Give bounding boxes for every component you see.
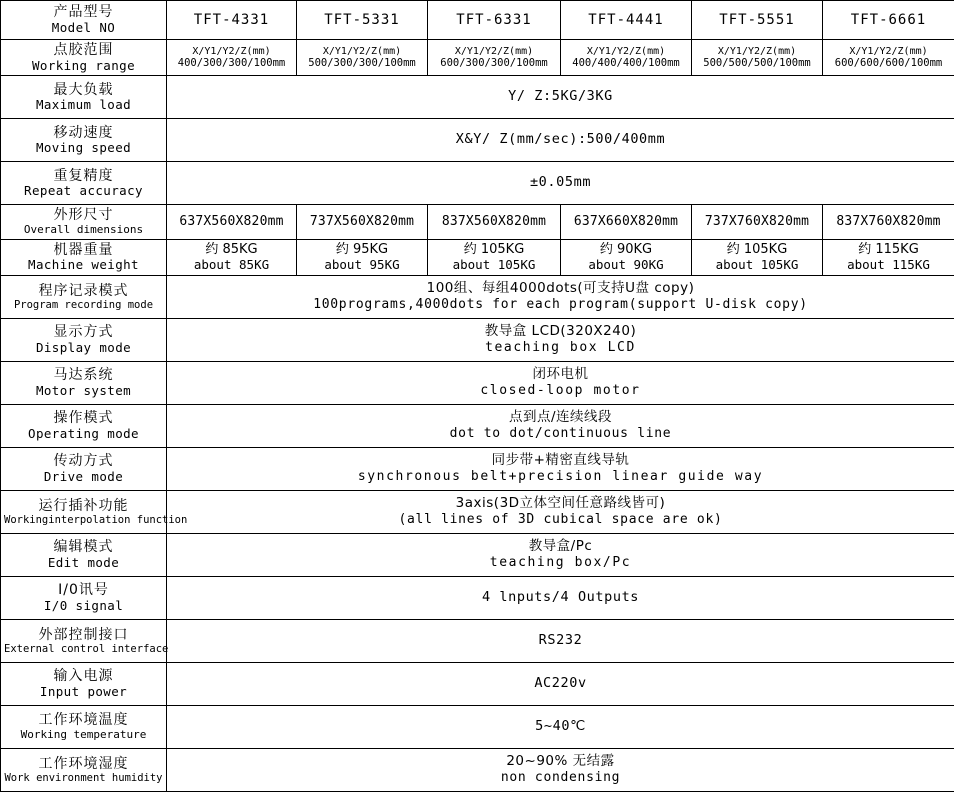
row-label-moving-speed — [1, 119, 167, 162]
operating-mode-value — [167, 405, 954, 448]
row-label-drive-mode — [1, 448, 167, 491]
table-body — [1, 1, 954, 792]
edit-mode-value — [167, 534, 954, 577]
table-row-io-signal — [1, 577, 954, 620]
row-label-en: I/0 signal — [4, 599, 163, 614]
row-label-en: Display mode — [4, 341, 163, 356]
row-label-io-signal — [1, 577, 167, 620]
range-values: 500/500/500/100mm — [695, 57, 819, 69]
table-row-interpolation-function — [1, 491, 954, 534]
value-cn: 闭环电机 — [170, 367, 951, 383]
row-label-cn: 显示方式 — [4, 324, 163, 341]
row-label-cn: 马达系统 — [4, 367, 163, 384]
table-row-maximum-load — [1, 76, 954, 119]
motor-system-value — [167, 362, 954, 405]
model-cell-3: TFT-6331 — [428, 1, 561, 40]
weight-cn: 约 115KG — [826, 242, 951, 257]
row-label-overall-dimensions — [1, 205, 167, 239]
row-label-cn: 编辑模式 — [4, 539, 163, 556]
working-range-cell-1 — [167, 40, 297, 76]
weight-cell-4 — [561, 239, 692, 275]
weight-cell-1 — [167, 239, 297, 275]
model-cell-4: TFT-4441 — [561, 1, 692, 40]
row-label-cn: 工作环境温度 — [4, 712, 163, 729]
row-label-en: Edit mode — [4, 556, 163, 571]
working-range-cell-6 — [823, 40, 954, 76]
row-label-maximum-load — [1, 76, 167, 119]
weight-cell-3 — [428, 239, 561, 275]
row-label-en: Moving speed — [4, 141, 163, 156]
weight-en: about 105KG — [431, 258, 557, 273]
table-row-drive-mode — [1, 448, 954, 491]
weight-en: about 115KG — [826, 258, 951, 273]
row-label-cn: 产品型号 — [4, 4, 163, 21]
row-label-cn: 外部控制接口 — [4, 627, 163, 644]
table-row-moving-speed — [1, 119, 954, 162]
table-row-working-range — [1, 40, 954, 76]
range-values: 400/400/400/100mm — [564, 57, 688, 69]
drive-mode-value — [167, 448, 954, 491]
row-label-cn: 程序记录模式 — [4, 283, 163, 300]
weight-en: about 85KG — [170, 258, 293, 273]
row-label-cn: 重复精度 — [4, 168, 163, 185]
row-label-cn: 最大负载 — [4, 82, 163, 99]
value-en: (all lines of 3D cubical space are ok) — [170, 512, 951, 527]
row-label-working-range — [1, 40, 167, 76]
row-label-en: Input power — [4, 685, 163, 700]
value-cn: 3axis(3D立体空间任意路线皆可) — [170, 496, 951, 512]
row-label-en: Working temperature — [4, 729, 163, 742]
value-cn: 教导盒/Pc — [170, 539, 951, 555]
working-range-cell-3 — [428, 40, 561, 76]
row-label-cn: 输入电源 — [4, 668, 163, 685]
range-values: 400/300/300/100mm — [170, 57, 293, 69]
row-label-cn: 操作模式 — [4, 410, 163, 427]
table-row-edit-mode — [1, 534, 954, 577]
weight-cn: 约 95KG — [300, 242, 424, 257]
weight-cell-6 — [823, 239, 954, 275]
model-cell-1: TFT-4331 — [167, 1, 297, 40]
range-axes: X/Y1/Y2/Z(mm) — [170, 46, 293, 58]
maximum-load-value: Y/ Z:5KG/3KG — [167, 76, 954, 119]
row-label-en: External control interface — [4, 643, 163, 655]
dimension-cell-3: 837X560X820mm — [428, 205, 561, 239]
dimension-cell-4: 637X660X820mm — [561, 205, 692, 239]
row-label-input-power — [1, 663, 167, 706]
range-axes: X/Y1/Y2/Z(mm) — [564, 46, 688, 58]
value-cn: 同步带+精密直线导轨 — [170, 453, 951, 469]
external-control-interface-value: RS232 — [167, 620, 954, 663]
row-label-cn: 工作环境湿度 — [4, 756, 163, 773]
row-label-cn: 传动方式 — [4, 453, 163, 470]
row-label-en: Maximum load — [4, 98, 163, 113]
table-row-external-control-interface — [1, 620, 954, 663]
row-label-en: Work environment humidity — [4, 772, 163, 784]
table-row-environment-humidity — [1, 749, 954, 792]
row-label-en: Machine weight — [4, 258, 163, 273]
row-label-cn: 运行插补功能 — [4, 498, 163, 515]
weight-cn: 约 105KG — [695, 242, 819, 257]
range-axes: X/Y1/Y2/Z(mm) — [826, 46, 951, 58]
weight-cn: 约 85KG — [170, 242, 293, 257]
table-row-operating-mode — [1, 405, 954, 448]
row-label-en: Motor system — [4, 384, 163, 399]
repeat-accuracy-value: ±0.05mm — [167, 162, 954, 205]
range-axes: X/Y1/Y2/Z(mm) — [431, 46, 557, 58]
row-label-en: Working range — [4, 59, 163, 74]
weight-en: about 95KG — [300, 258, 424, 273]
row-label-cn: 机器重量 — [4, 242, 163, 259]
range-values: 600/600/600/100mm — [826, 57, 951, 69]
value-en: non condensing — [170, 770, 951, 785]
row-label-en: Operating mode — [4, 427, 163, 442]
weight-en: about 90KG — [564, 258, 688, 273]
table-row-machine-weight — [1, 239, 954, 275]
value-en: synchronous belt+precision linear guide way — [170, 469, 951, 484]
interpolation-function-value — [167, 491, 954, 534]
value-cn: 教导盒 LCD(320X240) — [170, 324, 951, 340]
row-label-en: Model NO — [4, 21, 163, 36]
table-row-model-no — [1, 1, 954, 40]
value-en: teaching box/Pc — [170, 555, 951, 570]
table-row-program-recording-mode — [1, 276, 954, 319]
weight-cn: 约 105KG — [431, 242, 557, 257]
row-label-edit-mode — [1, 534, 167, 577]
weight-cell-2 — [297, 239, 428, 275]
dimension-cell-1: 637X560X820mm — [167, 205, 297, 239]
row-label-environment-humidity — [1, 749, 167, 792]
program-recording-mode-value — [167, 276, 954, 319]
table-row-overall-dimensions — [1, 205, 954, 239]
row-label-repeat-accuracy — [1, 162, 167, 205]
row-label-model-no — [1, 1, 167, 40]
table-row-motor-system — [1, 362, 954, 405]
row-label-cn: I/0讯号 — [4, 582, 163, 599]
row-label-en: Workinginterpolation function — [4, 514, 163, 526]
row-label-en: Program recording mode — [4, 299, 163, 311]
working-temperature-value: 5~40℃ — [167, 706, 954, 749]
row-label-program-recording-mode — [1, 276, 167, 319]
working-range-cell-4 — [561, 40, 692, 76]
table-row-repeat-accuracy — [1, 162, 954, 205]
value-cn: 100组、每组4000dots(可支持U盘 copy) — [170, 281, 951, 297]
row-label-working-temperature — [1, 706, 167, 749]
dimension-cell-6: 837X760X820mm — [823, 205, 954, 239]
value-en: dot to dot/continuous line — [170, 426, 951, 441]
row-label-display-mode — [1, 319, 167, 362]
row-label-en: Drive mode — [4, 470, 163, 485]
row-label-motor-system — [1, 362, 167, 405]
range-values: 600/300/300/100mm — [431, 57, 557, 69]
input-power-value: AC220v — [167, 663, 954, 706]
dimension-cell-5: 737X760X820mm — [692, 205, 823, 239]
range-axes: X/Y1/Y2/Z(mm) — [300, 46, 424, 58]
moving-speed-value: X&Y/ Z(mm/sec):500/400mm — [167, 119, 954, 162]
value-en: teaching box LCD — [170, 340, 951, 355]
table-row-working-temperature — [1, 706, 954, 749]
io-signal-value: 4 lnputs/4 Outputs — [167, 577, 954, 620]
environment-humidity-value — [167, 749, 954, 792]
weight-cell-5 — [692, 239, 823, 275]
row-label-operating-mode — [1, 405, 167, 448]
row-label-external-control-interface — [1, 620, 167, 663]
value-cn: 点到点/连续线段 — [170, 410, 951, 426]
row-label-interpolation-function — [1, 491, 167, 534]
value-en: 100programs,4000dots for each program(support U-disk copy) — [170, 297, 951, 312]
weight-cn: 约 90KG — [564, 242, 688, 257]
dimension-cell-2: 737X560X820mm — [297, 205, 428, 239]
table-row-display-mode — [1, 319, 954, 362]
row-label-cn: 点胶范围 — [4, 42, 163, 59]
row-label-cn: 外形尺寸 — [4, 207, 163, 224]
model-cell-5: TFT-5551 — [692, 1, 823, 40]
row-label-en: Overall dimensions — [4, 224, 163, 237]
range-axes: X/Y1/Y2/Z(mm) — [695, 46, 819, 58]
working-range-cell-2 — [297, 40, 428, 76]
weight-en: about 105KG — [695, 258, 819, 273]
value-cn: 20~90% 无结露 — [170, 754, 951, 770]
model-cell-6: TFT-6661 — [823, 1, 954, 40]
row-label-cn: 移动速度 — [4, 125, 163, 142]
value-en: closed-loop motor — [170, 383, 951, 398]
table-row-input-power — [1, 663, 954, 706]
working-range-cell-5 — [692, 40, 823, 76]
row-label-en: Repeat accuracy — [4, 184, 163, 199]
row-label-machine-weight — [1, 239, 167, 275]
display-mode-value — [167, 319, 954, 362]
range-values: 500/300/300/100mm — [300, 57, 424, 69]
model-cell-2: TFT-5331 — [297, 1, 428, 40]
